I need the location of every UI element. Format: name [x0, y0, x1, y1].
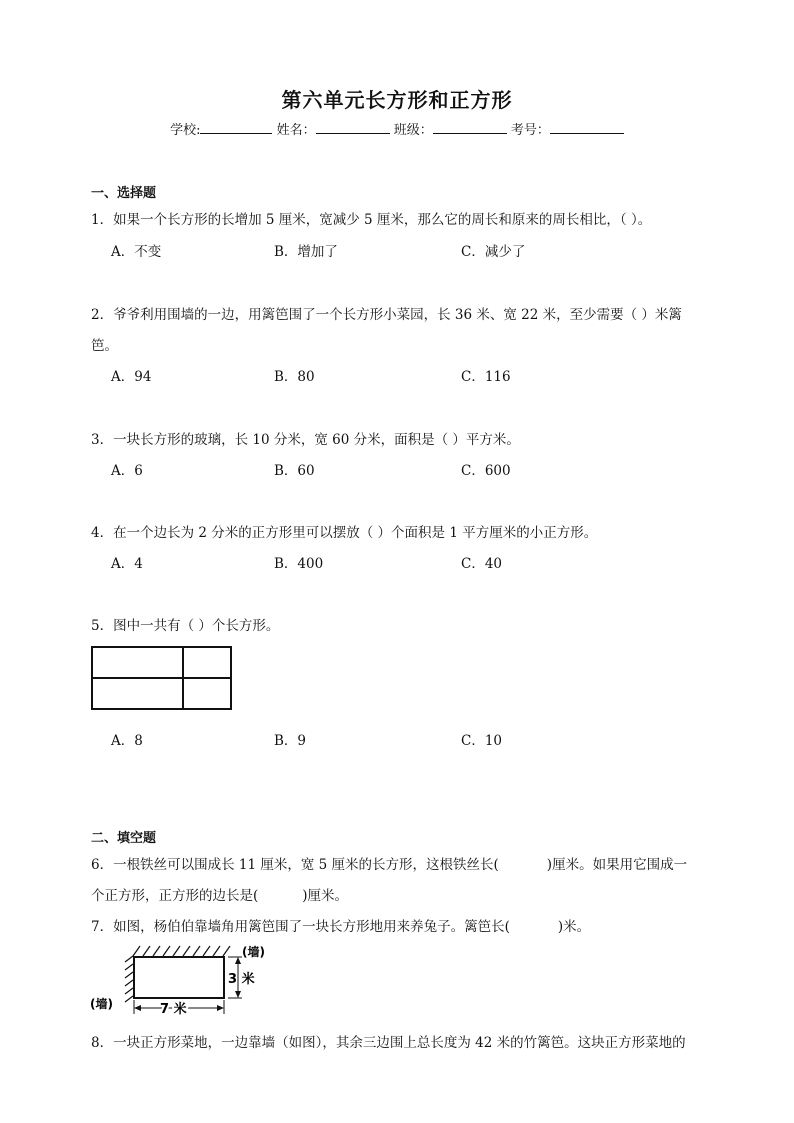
name-label: 姓名：	[276, 123, 316, 138]
q7-text-b: )米。	[557, 919, 591, 935]
arrow-left-icon	[134, 1005, 141, 1011]
class-blank[interactable]	[433, 121, 507, 134]
q4-option-b[interactable]: B．400	[274, 556, 324, 572]
rectangle-grid-figure	[90, 645, 234, 711]
wall-left-label: (墙)	[90, 997, 113, 1011]
q6-text-2a: 个正方形，正方形的边长是(	[91, 888, 259, 904]
q1-option-a[interactable]: A．不变	[111, 244, 162, 260]
q6-text-1b: )厘米。如果用它围成一	[546, 857, 688, 873]
arrow-right-icon	[217, 1005, 224, 1011]
exam-no-label: 考号：	[510, 123, 550, 138]
q5-option-a[interactable]: A．8	[111, 733, 143, 749]
question-6-cont	[91, 884, 348, 904]
wall-top-label: (墙)	[242, 945, 265, 959]
q2-option-c[interactable]: C．116	[461, 369, 511, 385]
question-6	[91, 853, 687, 873]
arrow-up-icon	[235, 957, 241, 964]
pen-rectangle	[134, 957, 224, 998]
left-wall-hatching	[125, 956, 133, 1002]
q1-option-c[interactable]: C．减少了	[461, 244, 526, 260]
q3-option-b[interactable]: B．60	[274, 463, 315, 479]
page-title: 第六单元长方形和正方形	[281, 88, 513, 112]
q3-option-c[interactable]: C．600	[461, 463, 511, 479]
q5-option-b[interactable]: B．9	[274, 733, 307, 749]
question-2: 2．爷爷利用围墙的一边，用篱笆围了一个长方形小菜园，长 36 米、宽 22 米，至少需要（ ）米篱	[91, 307, 682, 323]
question-4: 4．在一个边长为 2 分米的正方形里可以摆放（ ）个面积是 1 平方厘米的小正方形。	[91, 525, 598, 541]
question-3: 3．一块长方形的玻璃，长 10 分米，宽 60 分米，面积是（ ）平方米。	[91, 432, 520, 448]
q1-option-b[interactable]: B．增加了	[274, 244, 338, 260]
width-label: 3 米	[228, 972, 255, 987]
rabbit-pen-figure	[88, 940, 278, 1020]
q4-option-a[interactable]: A．4	[111, 556, 143, 572]
question-5: 5．图中一共有（ ）个长方形。	[91, 618, 280, 634]
q4-option-c[interactable]: C．40	[461, 556, 503, 572]
section-multiple-choice: 一、选择题	[91, 186, 157, 201]
q6-text-1a: 6．一根铁丝可以围成长 11 厘米，宽 5 厘米的长方形，这根铁丝长(	[91, 857, 499, 873]
section-fill-in: 二、填空题	[91, 831, 157, 846]
school-blank[interactable]	[200, 121, 272, 134]
name-blank[interactable]	[316, 121, 390, 134]
q2-option-a[interactable]: A．94	[111, 369, 152, 385]
student-info-line	[0, 119, 794, 138]
question-1: 1．如果一个长方形的长增加 5 厘米，宽减少 5 厘米，那么它的周长和原来的周长相比，（ ）。	[91, 212, 652, 228]
class-label: 班级：	[393, 123, 433, 138]
q2-option-b[interactable]: B．80	[274, 369, 315, 385]
q6-text-2b: )厘米。	[302, 888, 349, 904]
q7-text-a: 7．如图，杨伯伯靠墙角用篱笆围了一块长方形地用来养兔子。篱笆长(	[91, 919, 510, 935]
school-label: 学校:	[170, 123, 201, 138]
arrow-down-icon	[235, 991, 241, 998]
q5-option-c[interactable]: C．10	[461, 733, 503, 749]
q3-option-a[interactable]: A．6	[111, 463, 143, 479]
length-label: 7 米	[160, 1002, 187, 1017]
question-7	[91, 915, 590, 935]
top-wall-hatching	[133, 946, 230, 956]
exam-no-blank[interactable]	[550, 121, 624, 134]
question-2-cont: 笆。	[91, 338, 118, 354]
question-8: 8．一块正方形菜地，一边靠墙（如图），其余三边围上总长度为 42 米的竹篱笆。这块正方形菜地的	[91, 1035, 686, 1051]
